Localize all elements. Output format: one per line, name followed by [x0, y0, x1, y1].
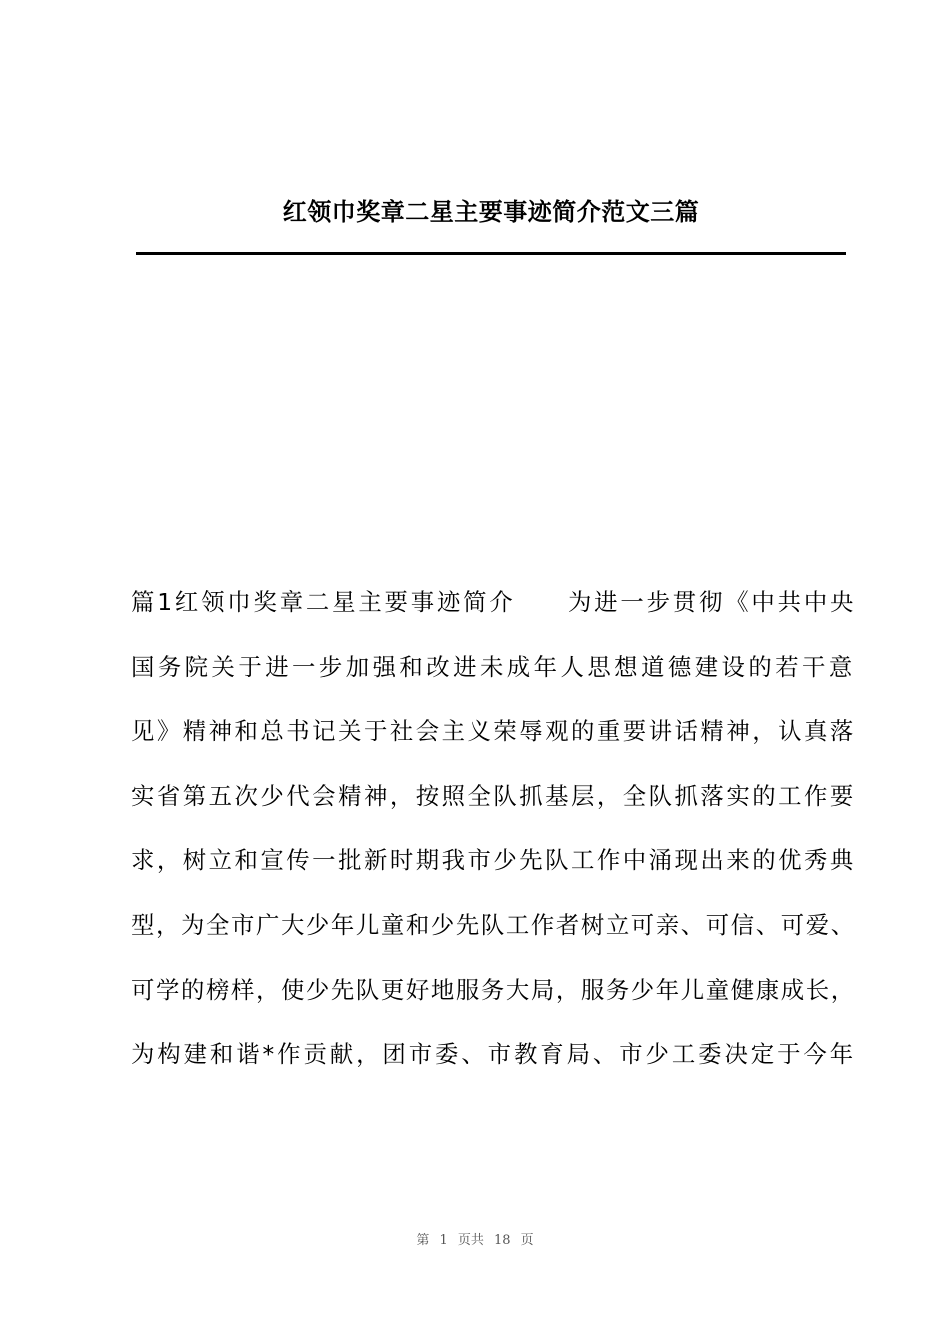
body-line: 型，为全市广大少年儿童和少先队工作者树立可亲、可信、可爱、 [131, 910, 856, 939]
body-line: 可学的榜样，使少先队更好地服务大局，服务少年儿童健康成长， [131, 975, 856, 1004]
body-line: 见》精神和总书记关于社会主义荣辱观的重要讲话精神，认真落 [131, 717, 856, 746]
title-underline [136, 252, 846, 255]
page-number-footer: 第 1 页共 18 页 [416, 1233, 534, 1248]
body-line: 实省第五次少代会精神，按照全队抓基层，全队抓落实的工作要 [131, 781, 856, 810]
body-line: 求，树立和宣传一批新时期我市少先队工作中涌现出来的优秀典 [131, 846, 856, 875]
document-title: 红领巾奖章二星主要事迹简介范文三篇 [282, 197, 700, 226]
body-line: 为构建和谐*作贡献，团市委、市教育局、市少工委决定于今年 [131, 1040, 857, 1069]
body-line: 篇1红领巾奖章二星主要事迹简介 为进一步贯彻《中共中央 [131, 588, 857, 616]
body-line: 国务院关于进一步加强和改进未成年人思想道德建设的若干意 [131, 652, 856, 681]
document-body [131, 570, 856, 1087]
